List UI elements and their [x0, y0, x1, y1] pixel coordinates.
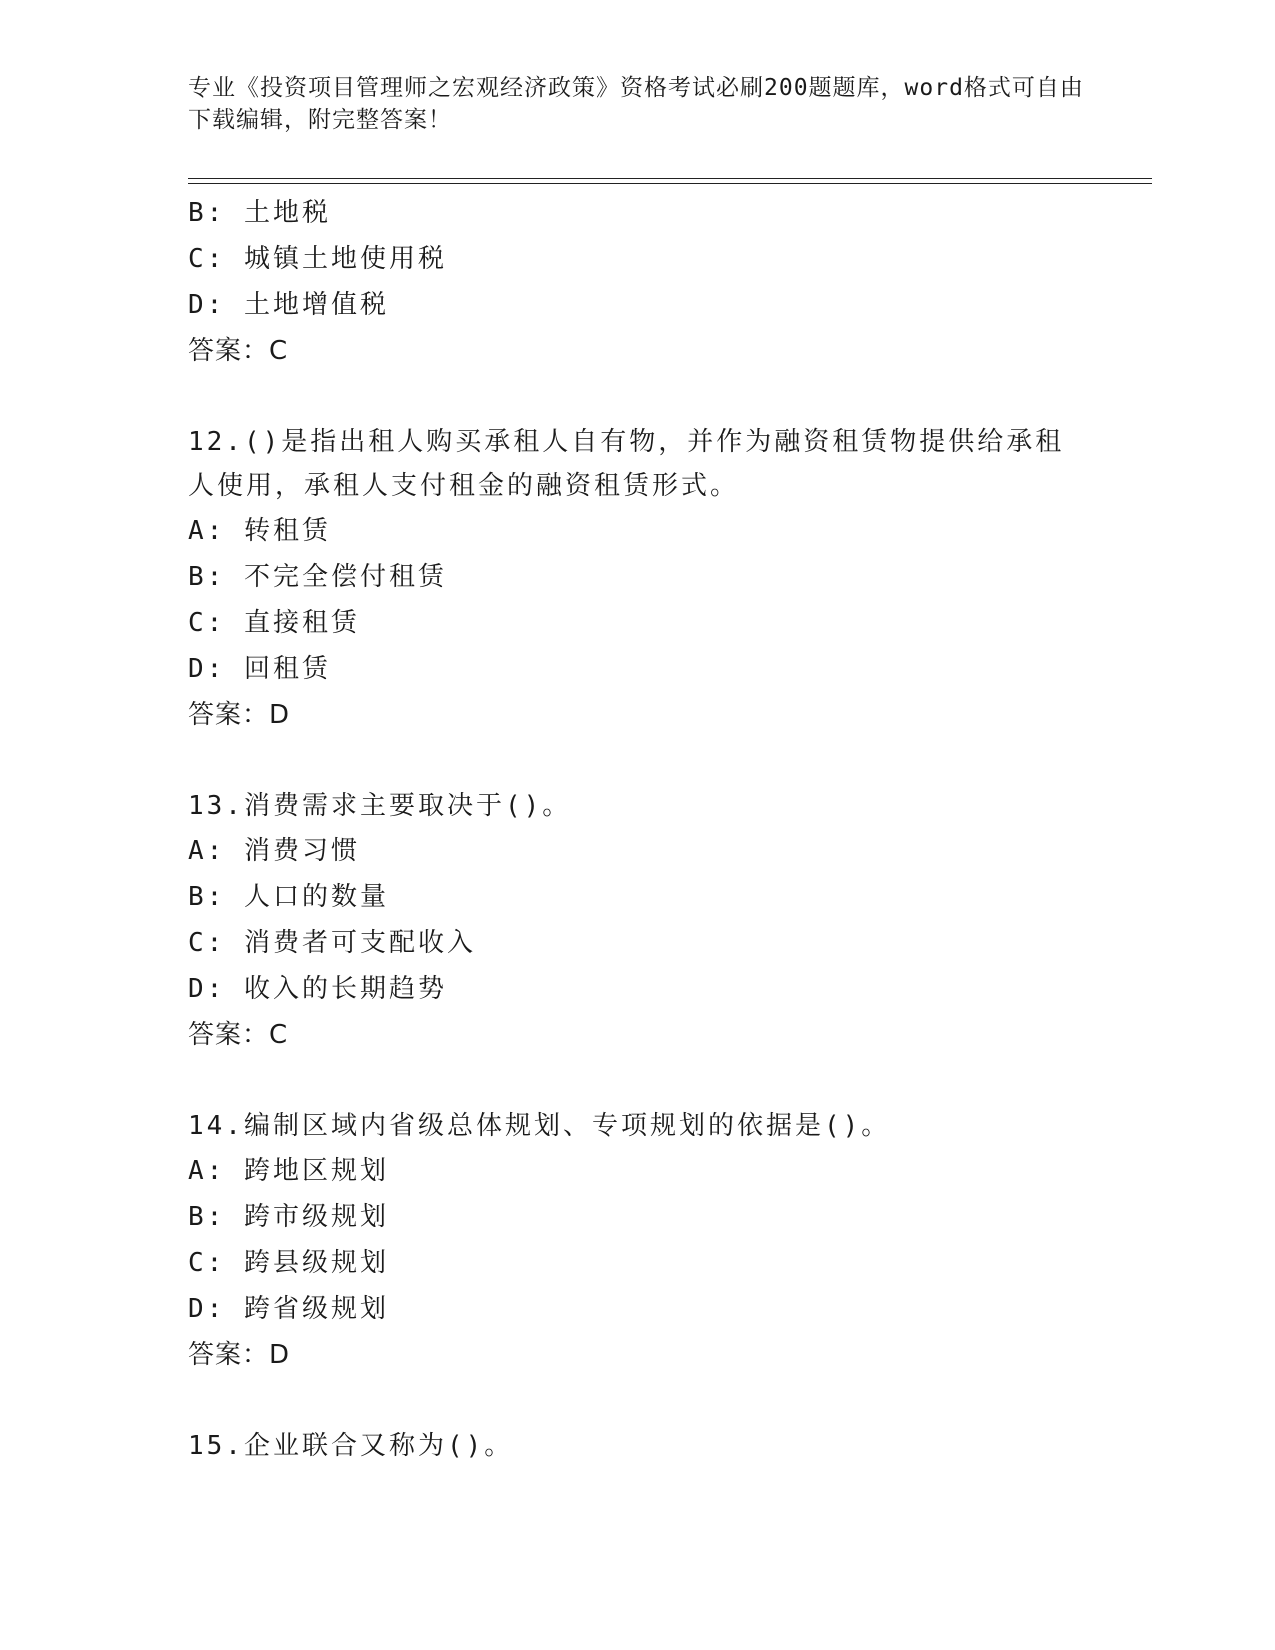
header-title: 专业《投资项目管理师之宏观经济政策》资格考试必刷200题题库，word格式可自由下载编辑，附完整答案！: [188, 75, 1084, 133]
question-12: [188, 420, 1088, 738]
question-13: [188, 784, 1088, 1058]
option-c: C: 城镇土地使用税: [188, 244, 447, 274]
option-a: A: 转租赁: [188, 516, 331, 546]
question-15: [188, 1424, 1088, 1468]
spacer: [188, 374, 1088, 420]
option-c: C: 消费者可支配收入: [188, 928, 476, 958]
answer: 答案：C: [188, 1020, 289, 1050]
question-text: 14.编制区域内省级总体规划、专项规划的依据是()。: [188, 1111, 891, 1141]
option-d: D: 收入的长期趋势: [188, 974, 447, 1004]
option-b: B: 不完全偿付租赁: [188, 562, 447, 592]
answer: 答案：C: [188, 336, 289, 366]
question-text: 13.消费需求主要取决于()。: [188, 791, 572, 821]
option-d: D: 回租赁: [188, 654, 331, 684]
option-d: D: 土地增值税: [188, 290, 389, 320]
header-divider-bottom: [188, 183, 1152, 184]
option-b: B: 人口的数量: [188, 882, 389, 912]
question-11-continued: [188, 190, 1088, 374]
spacer: [188, 738, 1088, 784]
question-text: 12.()是指出租人购买承租人自有物，并作为融资租赁物提供给承租人使用，承租人支付租金的融资租赁形式。: [188, 427, 1065, 501]
option-d: D: 跨省级规划: [188, 1294, 389, 1324]
spacer: [188, 1378, 1088, 1424]
question-list: [188, 190, 1088, 1468]
document-header: [188, 72, 1088, 136]
answer: 答案：D: [188, 700, 291, 730]
option-b: B: 土地税: [188, 198, 331, 228]
question-text: 15.企业联合又称为()。: [188, 1431, 514, 1461]
option-b: B: 跨市级规划: [188, 1202, 389, 1232]
option-c: C: 跨县级规划: [188, 1248, 389, 1278]
question-14: [188, 1104, 1088, 1378]
option-c: C: 直接租赁: [188, 608, 360, 638]
option-a: A: 跨地区规划: [188, 1156, 389, 1186]
answer: 答案：D: [188, 1340, 291, 1370]
option-a: A: 消费习惯: [188, 836, 360, 866]
header-divider-top: [188, 178, 1152, 179]
spacer: [188, 1058, 1088, 1104]
